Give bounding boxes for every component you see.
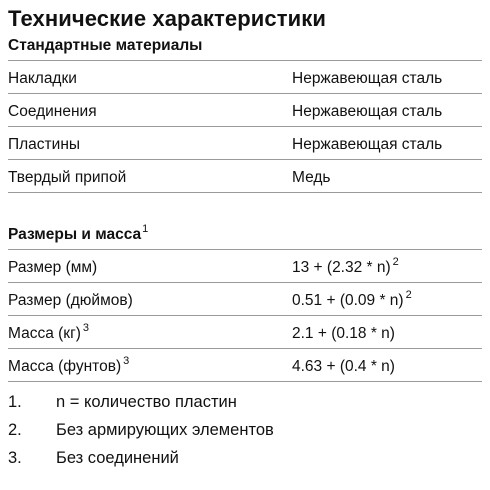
table-row bbox=[8, 349, 482, 382]
table-row bbox=[8, 250, 482, 283]
row-value: Нержавеющая сталь bbox=[292, 136, 443, 153]
row-label: Соединения bbox=[8, 103, 97, 120]
footnote-number: 3. bbox=[8, 449, 22, 467]
table-row bbox=[8, 127, 482, 160]
footnote-text: Без армирующих элементов bbox=[56, 421, 274, 439]
footnote-ref: 1 bbox=[142, 223, 149, 235]
standard-materials-heading-text: Стандартные материалы bbox=[8, 37, 203, 54]
row-value: Медь bbox=[292, 169, 331, 186]
row-value-text: 2.1 + (0.18 * n) bbox=[292, 325, 395, 342]
list-item bbox=[8, 444, 482, 472]
table-row bbox=[8, 316, 482, 349]
row-label-text: Масса (фунтов) bbox=[8, 358, 122, 375]
footnote-number: 1. bbox=[8, 393, 22, 411]
list-item bbox=[8, 416, 482, 444]
row-label: Накладки bbox=[8, 70, 77, 87]
dimensions-heading bbox=[8, 215, 482, 250]
footnote-ref: 2 bbox=[392, 256, 399, 268]
standard-materials-heading bbox=[8, 32, 482, 61]
footnote-number: 2. bbox=[8, 421, 22, 439]
footnote-ref: 2 bbox=[405, 289, 412, 301]
table-row bbox=[8, 160, 482, 193]
row-value-text: 13 + (2.32 * n) bbox=[292, 259, 391, 276]
row-value-text: 4.63 + (0.4 * n) bbox=[292, 358, 395, 375]
dimensions-heading-text: Размеры и масса bbox=[8, 226, 142, 243]
footnote-ref: 3 bbox=[123, 355, 130, 367]
spec-sheet bbox=[8, 0, 482, 472]
footnote-ref: 3 bbox=[82, 322, 90, 334]
row-label-text: Масса (кг) bbox=[8, 325, 81, 342]
page-title: Технические характеристики bbox=[8, 6, 326, 31]
list-item bbox=[8, 388, 482, 416]
row-label bbox=[8, 351, 292, 377]
row-label-text: Размер (мм) bbox=[8, 259, 98, 276]
row-label: Твердый припой bbox=[8, 169, 127, 186]
row-label bbox=[8, 252, 292, 278]
footnotes bbox=[8, 388, 482, 472]
table-row bbox=[8, 61, 482, 94]
footnote-text: n = количество пластин bbox=[56, 393, 237, 411]
row-label bbox=[8, 318, 292, 344]
footnote-text: Без соединений bbox=[56, 449, 179, 467]
row-label-text: Размер (дюймов) bbox=[8, 292, 133, 309]
row-label: Пластины bbox=[8, 136, 81, 153]
table-row bbox=[8, 94, 482, 127]
section-spacer bbox=[8, 193, 482, 215]
row-value bbox=[292, 285, 482, 311]
table-row bbox=[8, 283, 482, 316]
row-value bbox=[292, 318, 482, 344]
row-value: Нержавеющая сталь bbox=[292, 70, 443, 87]
row-value bbox=[292, 252, 482, 278]
row-value bbox=[292, 351, 482, 377]
row-label bbox=[8, 285, 292, 311]
row-value-text: 0.51 + (0.09 * n) bbox=[292, 292, 404, 309]
row-value: Нержавеющая сталь bbox=[292, 103, 443, 120]
